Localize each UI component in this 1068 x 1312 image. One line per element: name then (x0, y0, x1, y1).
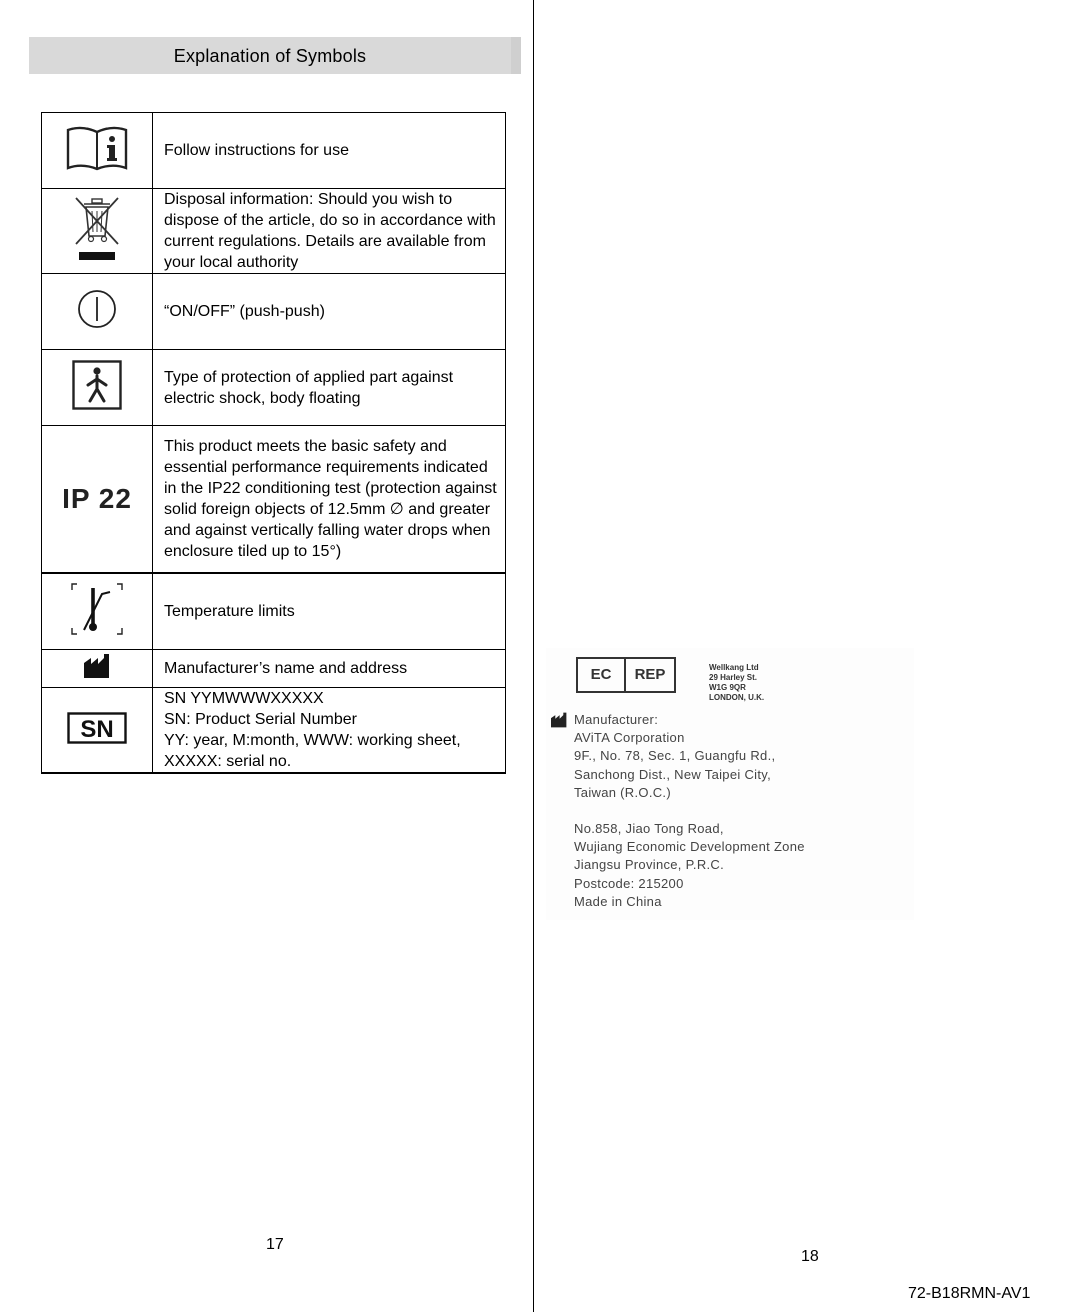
instructions-for-use-icon (66, 124, 128, 177)
symbols-table (41, 112, 506, 774)
symbol-row (42, 189, 506, 274)
ec-rep-rep-box: REP (624, 657, 676, 693)
type-bf-applied-part-icon (72, 360, 122, 415)
section-title: Explanation of Symbols (173, 46, 367, 66)
manufacturer-icon (550, 712, 568, 733)
serial-format-line: XXXXX: serial no. (164, 753, 292, 770)
symbol-row (42, 113, 506, 189)
symbol-row (42, 350, 506, 426)
symbol-description: Manufacturer’s name and address (153, 650, 506, 688)
weee-crossed-bin-icon (72, 194, 122, 269)
push-push-power-icon (76, 288, 118, 335)
svg-text:SN: SN (80, 715, 114, 743)
serial-number-icon (67, 712, 127, 749)
temperature-limit-icon (70, 582, 124, 641)
symbol-description: “ON/OFF” (push-push) (153, 274, 506, 350)
serial-format-line: SN: Product Serial Number (164, 711, 357, 728)
symbol-row (42, 573, 506, 650)
manufacturer-address: Manufacturer: AViTA Corporation 9F., No. 78, Sec. 1, Guangfu Rd., Sanchong Dist., New Taipei City, Taiwan (R.O.C.) No.858, Jiao Tong Road, Wujiang Economic Development Zone Jiangsu Province, P.R.C. Postcode: 215200 Made in China (574, 712, 805, 909)
symbol-row (42, 688, 506, 774)
symbol-row (42, 650, 506, 688)
symbol-description: This product meets the basic safety and essential performance requirements indicated in the IP22 conditioning test (protection against solid foreign objects of 12.5mm ∅ and greater and against vertically falling water drops when enclosure tiled up to 15°) (153, 426, 506, 574)
symbol-description (153, 688, 506, 774)
ip22-icon: IP 22 (62, 483, 132, 514)
symbol-description: Follow instructions for use (153, 113, 506, 189)
symbol-description: Type of protection of applied part against electric shock, body floating (153, 350, 506, 426)
page-number: 18 (801, 1248, 819, 1265)
ec-rep-ec-box: EC (576, 657, 626, 693)
serial-format-line: YY: year, M:month, WWW: working sheet, (164, 732, 461, 749)
section-header (29, 37, 521, 74)
page-divider (533, 0, 534, 1312)
device-label-image (546, 648, 914, 920)
symbol-description: Temperature limits (153, 573, 506, 650)
serial-format-line: SN YYMWWWXXXXX (164, 690, 324, 707)
symbol-row (42, 426, 506, 574)
symbol-description: Disposal information: Should you wish to dispose of the article, do so in accordance with current regulations. Details are available from your local authority (153, 189, 506, 274)
page-number: 17 (266, 1236, 284, 1253)
document-code: 72-B18RMN-AV1 (908, 1285, 1031, 1302)
symbol-row (42, 274, 506, 350)
ec-rep-address: Wellkang Ltd 29 Harley St. W1G 9QR LONDON, U.K. (709, 663, 765, 702)
manufacturer-icon (83, 653, 111, 684)
